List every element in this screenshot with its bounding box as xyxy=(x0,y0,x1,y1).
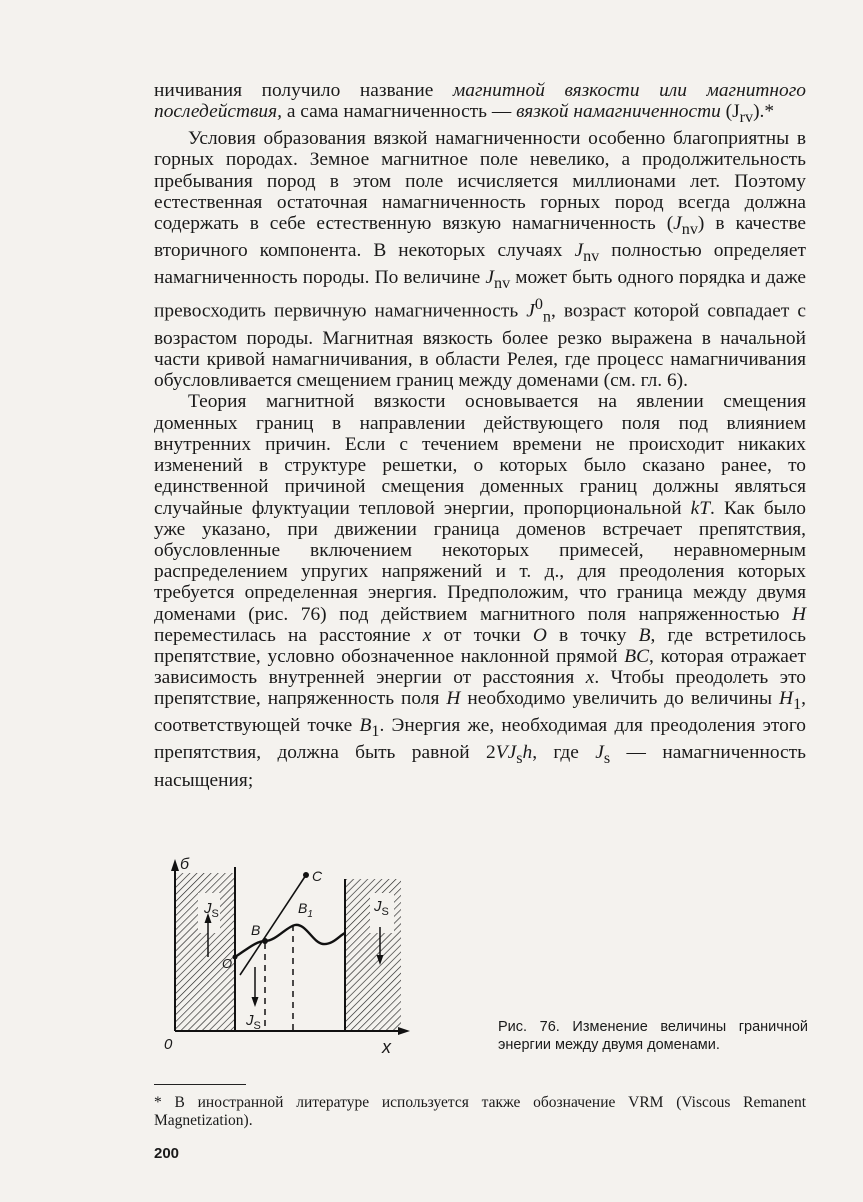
figure-caption: Рис. 76. Изменение величины граничной энергии между двумя доменами. xyxy=(498,1019,808,1053)
point-c-label: C xyxy=(312,868,323,884)
point-c-marker xyxy=(303,872,309,878)
paragraph-2: Условия образования вязкой намагниченности особенно благоприятны в горных породах. Земное магнитное поле невелико, а продолжительность пребывания пород в этом поле исчисляется миллионами лет. Поэтому естественная остаточная намагниченность горных пород всегда должна содержать в себе естественную вязкую намагниченность $(J_{nv})$ в качестве вторичного компонента. В некоторых случаях $J_{nv}$ полностью определяет намагниченность породы. По величине $J_{nv}$ может быть одного порядка и даже превосходить первичную намагниченность $J^0_n$, возраст которой совпадает с возрастом породы. Магнитная вязкость более резко выражена в начальной части кривой намагничивания, в области Релея, где процесс намагничивания обусловливается смещением границ между доменами (см. гл. 6). xyxy=(154,128,807,392)
y-axis-arrow xyxy=(171,859,179,871)
page-number: 200 xyxy=(154,1145,180,1162)
point-b-label: B xyxy=(251,922,261,938)
js-left-label: $J_S$ xyxy=(204,900,219,920)
js-right-label: $J_S$ xyxy=(374,898,389,918)
js-bottom-label: $J_S$ xyxy=(246,1012,261,1032)
domain-wall-figure xyxy=(158,855,418,1060)
point-b1-label: $B_1$ xyxy=(298,900,313,920)
point-o-label: O xyxy=(222,956,233,971)
body-text xyxy=(154,80,806,791)
paragraph-3: Теория магнитной вязкости основывается на явлении смещения доменных границ в направлении действующего поля под влиянием внутренних причин. Если с течением времени не происходит никаких изменений в структуре решетки, о которых было сказано ранее, то единственной причиной смещения доменных границ должны являться случайные флуктуации тепловой энергии, пропорциональной kT. Как было уже указано, при движении граница доменов встречает препятствия, обусловленные включением некоторых примесей, неравномерным распределением упругих напряжений и т. д., для преодоления которых требуется определенная энергия. Предположим, что граница между двумя доменами (рис. 76) под действием магнитного поля напряженностью H переместилась на расстояние x от точки O в точку B, где встретилось препятствие, условно обозначенное наклонной прямой BC, которая отражает зависимость внутренней энергии от расстояния x. Чтобы преодолеть это препятствие, напряженность поля H необходимо увеличить до величины $H_1$, соответствующей точке $B_1$. Энергия же, необходимая для преодоления этого препятствия, должна быть равной $2VJ_sh$, где $J_s$ — намагниченность насыщения; xyxy=(154,391,806,791)
footnote: * В иностранной литературе используется также обозначение VRM (Viscous Remanent Magnetization). xyxy=(154,1094,806,1129)
footnote-rule xyxy=(154,1084,246,1085)
point-o-marker xyxy=(233,955,238,960)
x-axis-arrow xyxy=(398,1027,410,1035)
origin-label: 0 xyxy=(164,1036,173,1053)
x-axis-label: x xyxy=(382,1037,391,1057)
y-axis-label: б xyxy=(180,856,189,873)
paragraph-1: ничивания получило название магнитной вязкости или магнитного последействия, а сама намагниченность — вязкой намагниченности $(J_{rv}).*$ xyxy=(154,80,806,127)
